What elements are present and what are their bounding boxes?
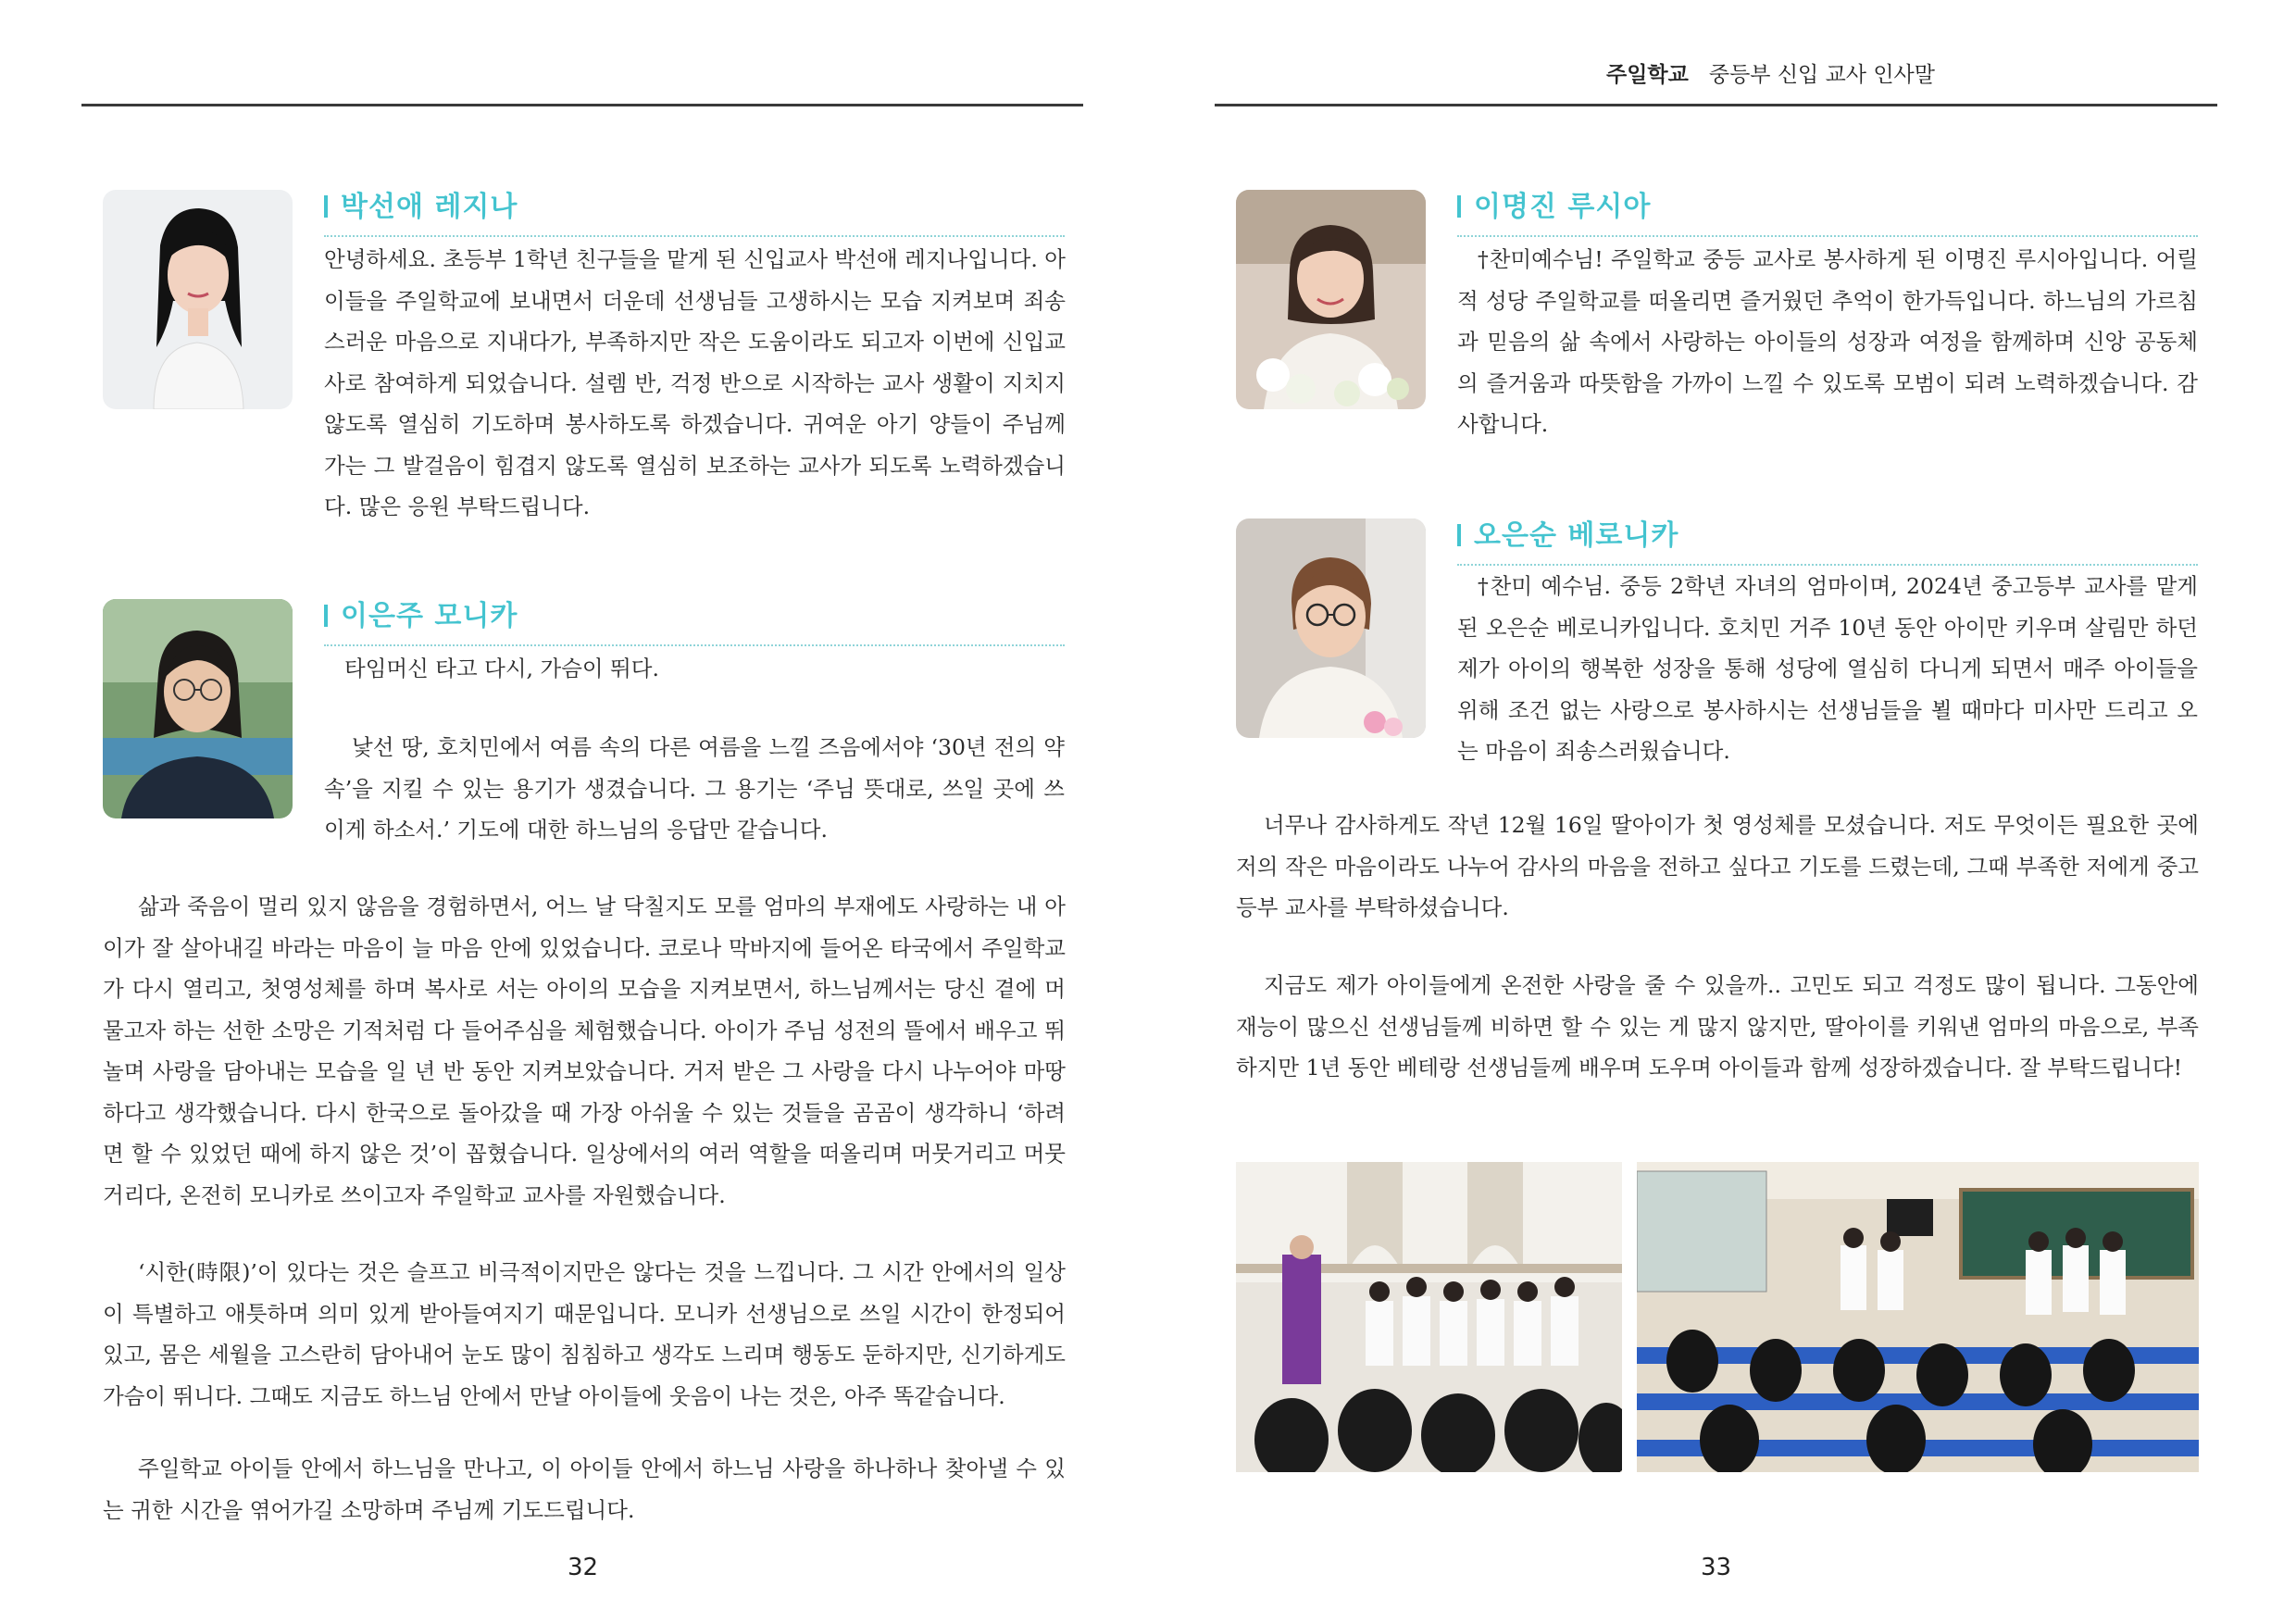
teacher-name-heading (1457, 512, 2198, 566)
teacher4-paragraph-1: †찬미 예수님. 중등 2학년 자녀의 엄마이며, 2024년 중고등부 교사를 맡게 된 오은순 베로니카입니다. 호치민 거주 10년 동안 아이만 키우며 살림만 하던 제가 아이의 행복한 성장을 통해 성당에 열심히 다니게 되면서 매주 아이들을 위해 조건 없는 사랑으로 봉사하시는 선생님들을 뵐 때마다 미사만 드리고 오는 마음이 죄송스러웠습니다. (1457, 573, 2198, 764)
heading-bar (324, 605, 328, 627)
teacher-photo-lee-eunju (103, 599, 293, 818)
teacher4-name: 오은순 베로니카 (1474, 519, 1679, 552)
running-header (1606, 57, 1935, 88)
page-number-right: 33 (1701, 1554, 1732, 1581)
teacher3-name: 이명진 루시아 (1474, 191, 1652, 223)
header-title: 중등부 신입 교사 인사말 (1708, 63, 1935, 87)
teacher1-name: 박선애 레지나 (341, 191, 518, 223)
teacher-photo-lee-myungjin (1236, 190, 1426, 409)
teacher3-greeting: †찬미예수님! 주일학교 중등 교사로 봉사하게 된 이명진 루시아입니다. 어릴 적 성당 주일학교를 떠올리면 즐거웠던 추억이 한가득입니다. 하느님의 가르침과 믿음의 삶 속에서 사랑하는 아이들의 성장과 여정을 함께하며 신앙 공동체의 즐거움과 따뜻함을 가까이 느낄 수 있도록 모범이 되려 노력하겠습니다. 감사합니다. (1457, 246, 2198, 437)
teacher2-paragraph-2: 삶과 죽음이 멀리 있지 않음을 경험하면서, 어느 날 닥칠지도 모를 엄마의 부재에도 사랑하는 내 아이가 잘 살아내길 바라는 마음이 늘 마음 안에 있었습니다. 코로나 막바지에 들어온 타국에서 주일학교가 다시 열리고, 첫영성체를 하며 복사로 서는 아이의 모습을 지켜보면서, 하느님께서는 당신 곁에 머물고자 하는 선한 소망은 기적처럼 다 들어주심을 체험했습니다. 아이가 주님 성전의 뜰에서 배우고 뛰놀며 사랑을 담아내는 모습을 일 년 반 동안 지켜보았습니다. 거저 받은 그 사랑을 다시 나누어야 마땅하다고 생각했습니다. 다시 한국으로 돌아갔을 때 가장 아쉬울 수 있는 것들을 곰곰이 생각하니 ‘하려면 할 수 있었던 때에 하지 않은 것’이 꼽혔습니다. 일상에서의 여러 역할을 떠올리며 머뭇거리고 머뭇거리다, 온전히 모니카로 쓰이고자 주일학교 교사를 자원했습니다. (103, 893, 1066, 1208)
heading-bar (324, 195, 328, 218)
teacher1-greeting: 안녕하세요. 초등부 1학년 친구들을 맡게 된 신입교사 박선애 레지나입니다. 아이들을 주일학교에 보내면서 더운데 선생님들 고생하시는 모습 지켜보며 죄송스러운 마음으로 지내다가, 부족하지만 작은 도움이라도 되고자 이번에 신입교사로 참여하게 되었습니다. 설렘 반, 걱정 반으로 시작하는 교사 생활이 지치지 않도록 열심히 기도하며 봉사하도록 하겠습니다. 귀여운 아기 양들이 주님께 가는 그 발걸음이 힘겹지 않도록 열심히 보조하는 교사가 되도록 노력하겠습니다. 많은 응원 부탁드립니다. (324, 246, 1066, 519)
page-number-left: 32 (568, 1554, 599, 1581)
heading-bar (1457, 524, 1461, 546)
teacher-name-heading (1457, 183, 2198, 237)
church-group-photo (1236, 1162, 1622, 1472)
teacher2-tagline: 타임머신 타고 다시, 가슴이 뛰다. (344, 656, 659, 681)
teacher2-paragraph-3: ‘시한(時限)’이 있다는 것은 슬프고 비극적이지만은 않다는 것을 느낍니다. 그 시간 안에서의 일상이 특별하고 애틋하며 의미 있게 받아들여지기 때문입니다. 모니카 선생님으로 쓰일 시간이 한정되어 있고, 몸은 세월을 고스란히 담아내어 눈도 많이 침침하고 생각도 느리며 행동도 둔하지만, 신기하게도 가슴이 뛰니다. 그때도 지금도 하느님 안에서 만날 아이들에 웃음이 나는 것은, 아주 똑같습니다. (103, 1259, 1066, 1409)
teacher-name-heading (324, 183, 1065, 237)
teacher-name-heading (324, 593, 1065, 646)
teacher2-name: 이은주 모니카 (341, 600, 518, 632)
teacher4-paragraph-2: 너무나 감사하게도 작년 12월 16일 딸아이가 첫 영성체를 모셨습니다. 저도 무엇이든 필요한 곳에 저의 작은 마음이라도 나누어 감사의 마음을 전하고 싶다고 기도를 드렸는데, 그때 부족한 저에게 중고등부 교사를 부탁하셨습니다. (1236, 812, 2199, 920)
top-rule-right (1215, 104, 2217, 106)
classroom-group-photo (1637, 1162, 2199, 1472)
top-rule-left (81, 104, 1083, 106)
teacher4-paragraph-3: 지금도 제가 아이들에게 온전한 사랑을 줄 수 있을까.. 고민도 되고 걱정도 많이 됩니다. 그동안에 재능이 많으신 선생님들께 비하면 할 수 있는 게 많지 않지만, 딸아이를 키워낸 엄마의 마음으로, 부족하지만 1년 동안 베테랑 선생님들께 배우며 도우며 아이들과 함께 성장하겠습니다. 잘 부탁드립니다! (1236, 972, 2199, 1081)
heading-bar (1457, 195, 1461, 218)
teacher2-paragraph-4: 주일학교 아이들 안에서 하느님을 만나고, 이 아이들 안에서 하느님 사랑을 하나하나 찾아낼 수 있는 귀한 시간을 엮어가길 소망하며 주님께 기도드립니다. (103, 1455, 1066, 1523)
header-section: 주일학교 (1606, 63, 1689, 87)
teacher-photo-oh-eunsoon (1236, 518, 1426, 738)
teacher2-paragraph-1: 낯선 땅, 호치민에서 여름 속의 다른 여름을 느낄 즈음에서야 ‘30년 전의 약속’을 지킬 수 있는 용기가 생겼습니다. 그 용기는 ‘주님 뜻대로, 쓰일 곳에 쓰이게 하소서.’ 기도에 대한 하느님의 응답만 같습니다. (324, 734, 1065, 843)
